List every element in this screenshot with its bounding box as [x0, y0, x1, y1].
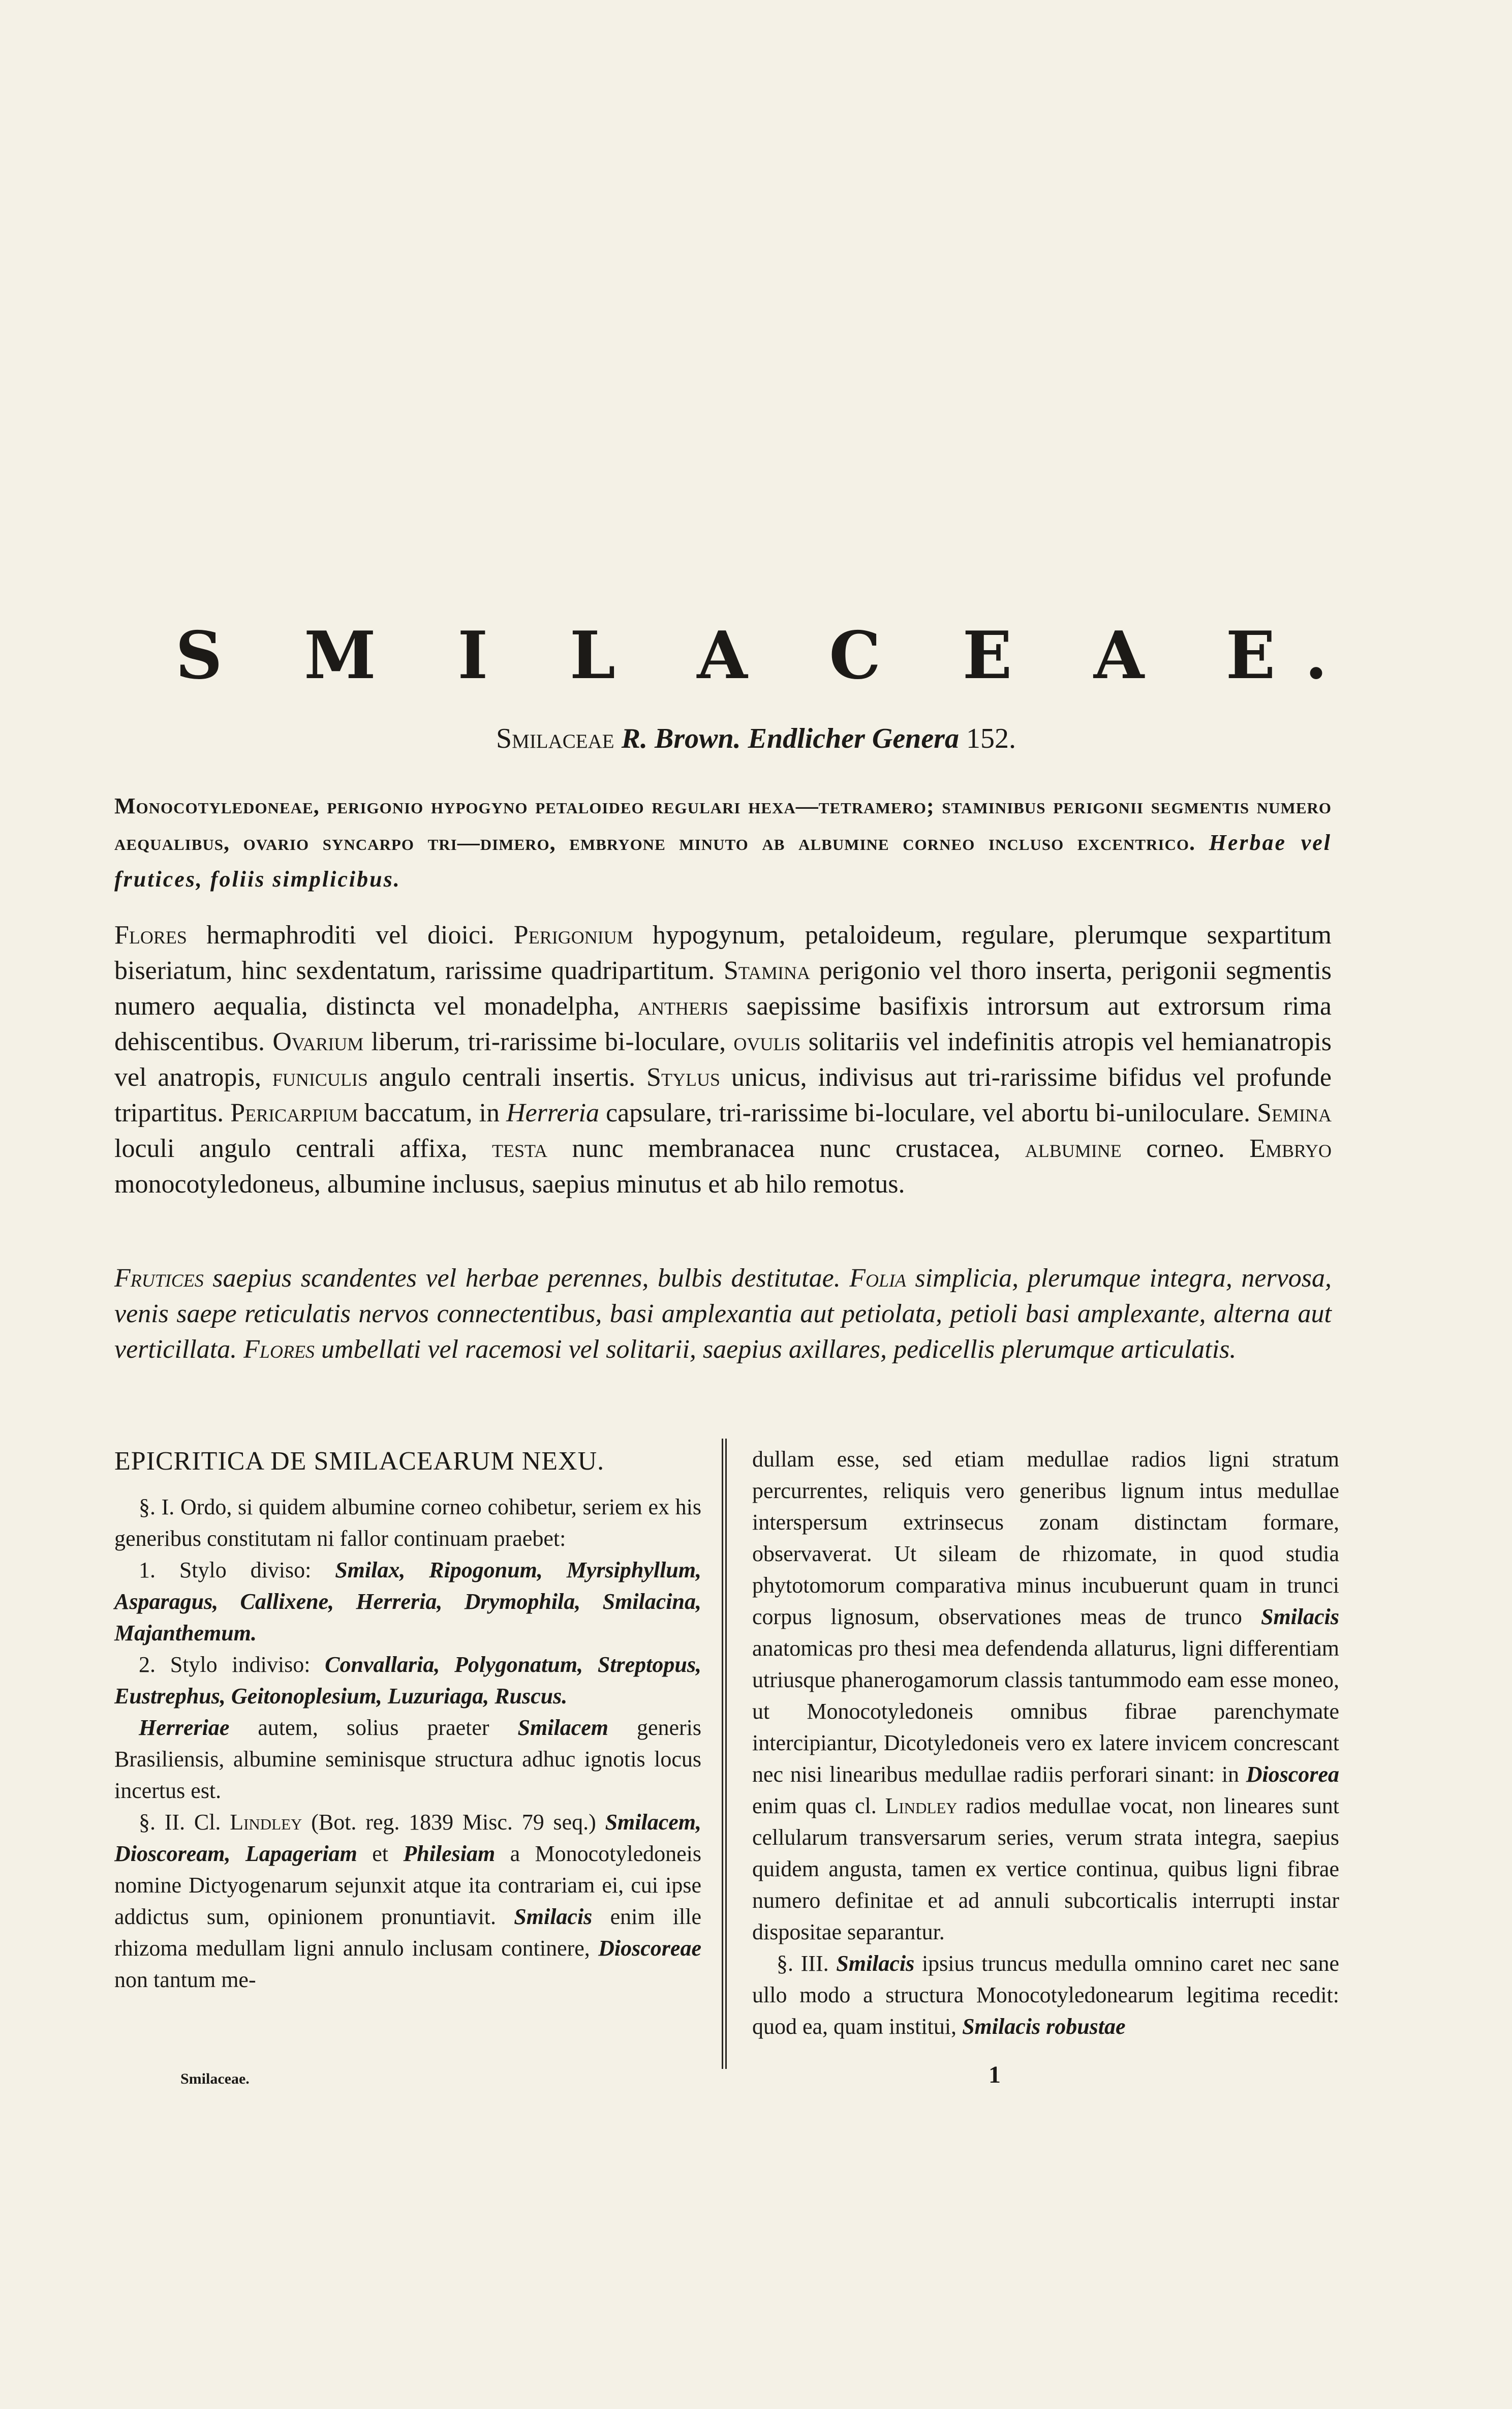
characteristic-habit: Herbae vel frutices, foliis simplicibus.	[114, 830, 1332, 892]
text-segment: nunc membranacea nunc crustacea,	[547, 1134, 1025, 1163]
list-prefix: 2. Stylo indiviso:	[139, 1652, 325, 1677]
text-segment: hermaphroditi vel dioici.	[187, 921, 514, 950]
text-segment: capsulare, tri-rarissime bi-loculare, vel abortu bi-uniloculare.	[599, 1099, 1257, 1127]
text-segment: angulo centrali insertis.	[367, 1063, 647, 1092]
term-pericarpium: Pericarpium	[230, 1099, 358, 1127]
term-embryo: Embryo	[1249, 1134, 1332, 1163]
text-segment: liberum, tri-rarissime bi-loculare,	[363, 1027, 734, 1056]
left-column	[114, 1444, 701, 1996]
text-segment: et	[357, 1841, 404, 1866]
page-title: S M I L A C E A E.	[175, 618, 1357, 694]
genus-name: Smilacem, Dioscoream, Lapageriam	[114, 1810, 701, 1866]
footer-signature: Smilaceae.	[180, 2070, 250, 2087]
text-segment: dullam esse, sed etiam medullae radios ligni stratum percurrentes, reliquis vero generibus lignum intus medullae interspersum extrinsecus zonam distinctam formare, observaverat. Ut sileam de rhizomate, in quod studia phytotomorum comparativa minus incubuerunt quam in trunci corpus lignosum, observationes meas de trunco	[752, 1447, 1339, 1629]
text-segment: solitariis vel indefinitis atropis vel hemianatropis vel anatropis,	[114, 1027, 1332, 1092]
family-synonym	[0, 721, 1512, 756]
term-frutices: Frutices	[114, 1264, 204, 1293]
synonym-author: R. Brown.	[621, 723, 741, 754]
term-stamina: Stamina	[723, 956, 810, 985]
term-perigonium: Perigonium	[513, 921, 633, 950]
synonym-reference-number: 152.	[966, 723, 1016, 754]
column-divider	[722, 1439, 727, 2069]
synonym-reference-author: Endlicher Genera	[748, 723, 959, 754]
term-folia: Folia	[849, 1264, 906, 1293]
term-flores: Flores	[243, 1335, 315, 1364]
genus-list: Smilax, Ripogonum, Myrsiphyllum, Asparagus, Callixene, Herreria, Drymophila, Smilacina, Majanthemum.	[114, 1558, 702, 1645]
term-semina: Semina	[1257, 1099, 1332, 1127]
text-segment: §. III.	[777, 1951, 837, 1976]
section-3	[752, 1948, 1339, 2042]
text-segment: saepissime basifixis introrsum aut extrorsum rima dehiscentibus.	[114, 992, 1332, 1056]
genus-name: Philesiam	[403, 1841, 496, 1866]
text-segment: enim ille rhizoma medullam ligni annulo inclusam continere,	[114, 1904, 701, 1961]
text-segment: perigonio vel thoro inserta, perigonii segmentis numero aequalia, distincta vel monadelpha,	[114, 956, 1332, 1021]
text-segment: autem, solius praeter	[229, 1715, 518, 1740]
term-antheris: antheris	[637, 992, 728, 1021]
text-segment: §. II. Cl.	[139, 1810, 230, 1835]
term-funiculis: funiculis	[272, 1063, 368, 1092]
term-flores: Flores	[114, 921, 187, 950]
genus-name: Smilacis	[514, 1904, 593, 1929]
flores-description	[114, 918, 1332, 1202]
term-stylus: Stylus	[646, 1063, 720, 1092]
section-2	[114, 1807, 701, 1996]
term-testa: testa	[492, 1134, 548, 1163]
genus-list-2	[114, 1649, 701, 1712]
text-segment: unicus, indivisus aut tri-rarissime bifidus vel profunde tripartitus.	[114, 1063, 1332, 1127]
text-segment: loculi angulo centrali affixa,	[114, 1134, 492, 1163]
text-segment: ipsius truncus medulla omnino caret nec sane ullo modo a structura Monocotyledonearum legitima recedit: quod ea, quam institui,	[752, 1951, 1339, 2039]
section-heading: EPICRITICA DE SMILACEARUM NEXU.	[114, 1447, 605, 1476]
genus-name: Smilacem	[517, 1715, 608, 1740]
author-name: Lindley	[230, 1810, 302, 1835]
text-segment: saepius scandentes vel herbae perennes, bulbis destitutae.	[203, 1264, 850, 1293]
text-segment: a Monocotyledoneis nomine Dictyogenarum sejunxit atque ita contrariam ei, cui ipse addictus sum, opinionem pronuntiavit.	[114, 1841, 701, 1929]
author-name: Lindley	[885, 1793, 958, 1818]
section-1: §. I. Ordo, si quidem albumine corneo cohibetur, seriem ex his generibus constitutam ni fallor continuam praebet:	[114, 1495, 701, 1551]
genus-name: Dioscoreae	[598, 1936, 701, 1961]
habit-description	[114, 1261, 1332, 1367]
species-name: Smilacis robustae	[962, 2014, 1126, 2039]
right-column-text	[752, 1444, 1339, 1948]
text-segment: enim quas cl.	[752, 1793, 885, 1818]
genus-list: Convallaria, Polygonatum, Streptopus, Eustrephus, Geitonoplesium, Luzuriaga, Ruscus.	[114, 1652, 701, 1709]
text-segment: hypogynum, petaloideum, regulare, plerumque sexpartitum biseriatum, hinc sexdentatum, rarissime quadripartitum.	[114, 921, 1332, 985]
term-albumine: albumine	[1025, 1134, 1122, 1163]
right-column	[752, 1444, 1339, 2042]
text-segment: monocotyledoneus, albumine inclusus, saepius minutus et ab hilo remotus.	[114, 1170, 905, 1199]
text-segment: corneo.	[1121, 1134, 1250, 1163]
page-number: 1	[989, 2061, 1001, 2088]
text-segment: (Bot. reg. 1839 Misc. 79 seq.)	[302, 1810, 605, 1835]
genus-name: Herreriae	[139, 1715, 230, 1740]
genus-name: Smilacis	[836, 1951, 915, 1976]
text-segment: generis Brasiliensis, albumine seminisque structura adhuc ignotis locus incertus est.	[114, 1715, 701, 1803]
text-segment: non tantum me-	[114, 1967, 256, 1992]
synonym-family: Smilaceae	[496, 723, 614, 754]
genus-name: Smilacis	[1260, 1604, 1339, 1629]
text-segment: radios medullae vocat, non lineares sunt cellularum transversarum series, verum strata integra, saepius quidem angusta, tamen ex vertice continua, quibus ligni fibrae numero definitae et ad annuli subcorticalis interrupti instar dispositae separantur.	[752, 1793, 1339, 1944]
term-ovulis: ovulis	[733, 1027, 801, 1056]
text-segment: simplicia, plerumque integra, nervosa, venis saepe reticulatis nervos connectentibus, basi amplexantia aut petiolata, petioli basi amplexante, alterna aut verticillata.	[114, 1264, 1332, 1364]
text-segment: umbellati vel racemosi vel solitarii, saepius axillares, pedicellis plerumque articulatis.	[314, 1335, 1237, 1364]
genus-list-1	[114, 1554, 701, 1649]
herreria-note	[114, 1712, 701, 1807]
genus-herreria: Herreria	[506, 1099, 599, 1127]
genus-name: Dioscorea	[1246, 1762, 1339, 1787]
list-prefix: 1. Stylo diviso:	[139, 1558, 335, 1582]
text-segment: baccatum, in	[358, 1099, 507, 1127]
text-segment: anatomicas pro thesi mea defendenda allaturus, ligni differentiam utriusque phanerogamorum classis tantummodo eam esse moneo, ut Monocotyledoneis omnibus fibrae parenchymate intercipiantur, Dicotyledoneis vero ex latere invicem concrescant nec nisi linearibus medullae radiis perforari sinant: in	[752, 1636, 1339, 1787]
term-ovarium: Ovarium	[272, 1027, 364, 1056]
family-characteristic	[114, 788, 1332, 898]
characteristic-text: Monocotyledoneae, perigonio hypogyno petaloideo regulari hexa—tetramero; staminibus perigonii segmentis numero aequalibus, ovario syncarpo tri—dimero, embryone minuto ab albumine corneo incluso excentrico.	[114, 794, 1332, 855]
